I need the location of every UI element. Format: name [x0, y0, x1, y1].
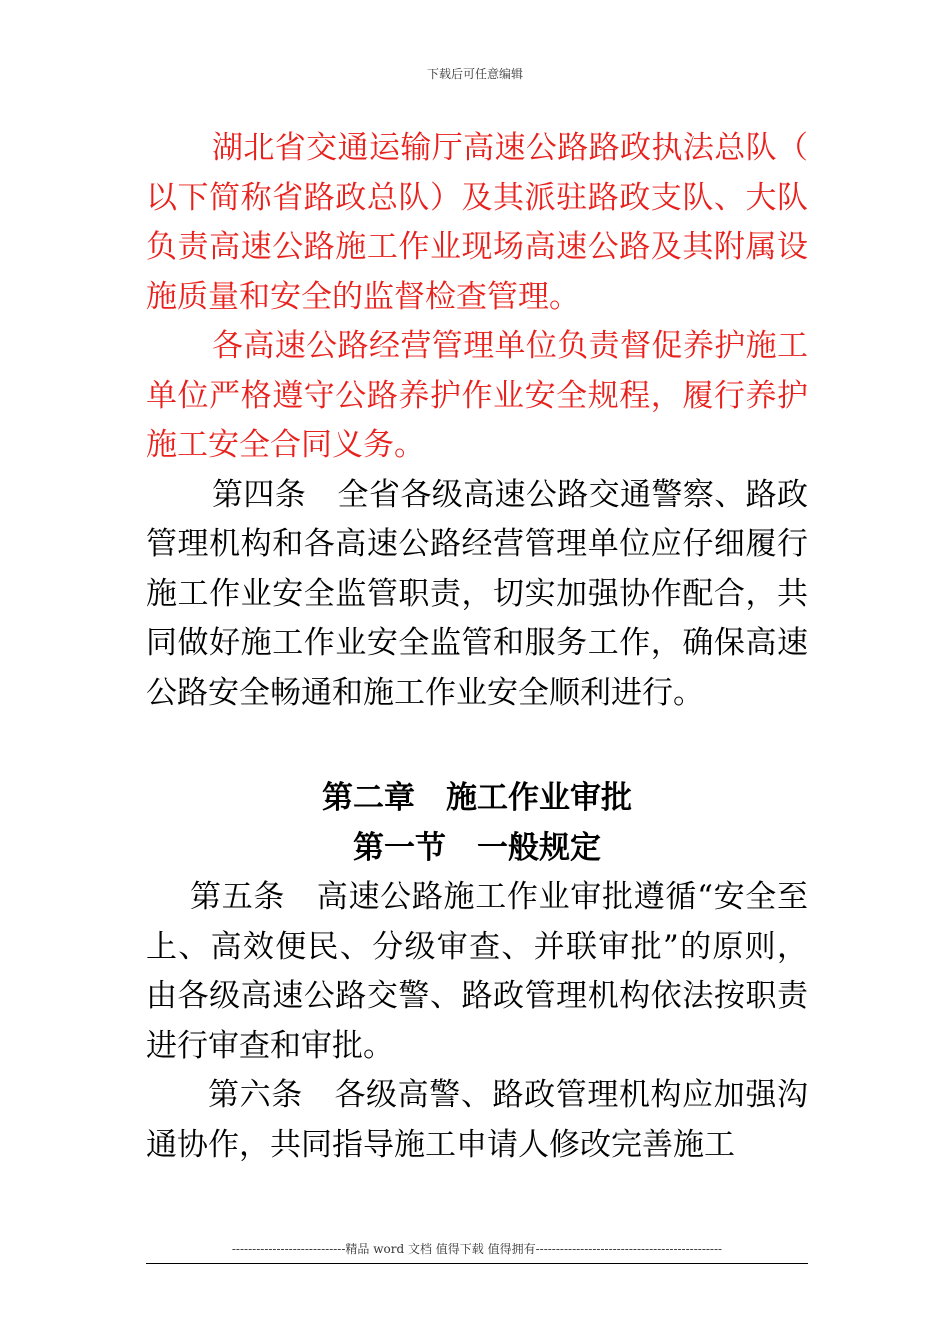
paragraph-road-admin-duty: 湖北省交通运输厅高速公路路政执法总队（以下简称省路政总队）及其派驻路政支队、大队负责高速公路施工作业现场高速公路及其附属设施质量和安全的监督检查管理。 — [146, 130, 808, 315]
section-heading: 第一节 一般规定 — [353, 829, 601, 866]
footer-text: ----------------------------精品 word 文档 值得下载 值得拥有---------------------------------------------- — [231, 1242, 723, 1256]
paragraph-article-6: 第六条 各级高警、路政管理机构应加强沟通协作，共同指导施工申请人修改完善施工 — [146, 1077, 808, 1163]
document-body — [146, 124, 808, 1170]
chapter-heading: 第二章 施工作业审批 — [322, 780, 632, 816]
paragraph-operator-duty: 各高速公路经营管理单位负责督促养护施工单位严格遵守公路养护作业安全规程，履行养护施工安全合同义务。 — [146, 328, 808, 463]
paragraph-article-5: 第五条 高速公路施工作业审批遵循“安全至上、高效便民、分级审查、并联审批”的原则，由各级高速公路交警、路政管理机构依法按职责进行审查和审批。 — [146, 879, 808, 1064]
page-footer — [146, 1241, 808, 1264]
paragraph-gap — [146, 718, 808, 774]
page-header: 下载后可任意编辑 — [426, 67, 523, 81]
paragraph-article-4: 第四条 全省各级高速公路交通警察、路政管理机构和各高速公路经营管理单位应仔细履行施工作业安全监管职责，切实加强协作配合，共同做好施工作业安全监管和服务工作，确保高速公路安全畅通和施工作业安全顺利进行。 — [146, 476, 808, 711]
footer-rule — [146, 1263, 808, 1264]
